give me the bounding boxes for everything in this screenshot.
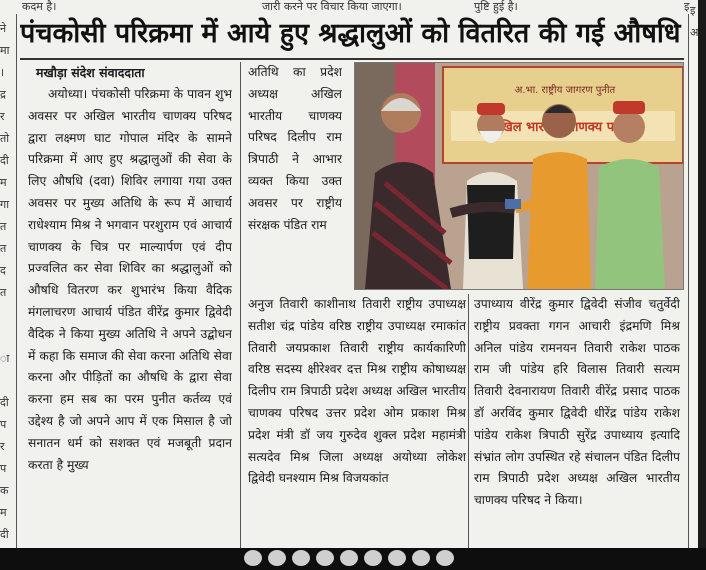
separator-dot	[268, 550, 286, 566]
left-strip-char: ा	[0, 352, 10, 365]
left-strip-char: दी	[0, 396, 9, 409]
separator-dot	[340, 550, 358, 566]
left-strip-char: त	[0, 220, 7, 233]
left-strip-char: दी	[0, 528, 9, 538]
left-strip-char	[0, 370, 14, 392]
column-rule-2	[468, 294, 469, 548]
left-strip-char: द्र	[0, 88, 6, 101]
left-strip-char: दी	[0, 154, 9, 167]
left-strip-char: ।	[0, 66, 5, 79]
photo-illustration	[355, 63, 683, 289]
left-strip-char: र	[0, 110, 5, 123]
separator-dot	[244, 550, 262, 566]
left-strip-char: म	[0, 176, 7, 189]
left-strip-char: ने	[0, 22, 7, 35]
column-rule-right	[688, 14, 689, 548]
left-strip-char: क	[0, 484, 9, 497]
left-strip-char: त	[0, 286, 7, 299]
right-strip-char: इ	[690, 4, 696, 17]
left-strip-char: त	[0, 242, 7, 255]
separator-dot	[412, 550, 430, 566]
article-column-1	[28, 62, 232, 548]
left-strip-char: र	[0, 440, 5, 453]
separator-dot	[436, 550, 454, 566]
separator-dot	[388, 550, 406, 566]
strip-text-right: पुष्टि हुई है।	[474, 0, 518, 13]
article-headline: पंचकोसी परिक्रमा में आये हुए श्रद्धालुओं को वितरित की गई औषधि	[20, 18, 681, 49]
left-strip-char	[0, 304, 14, 326]
strip-text-far-right: इ	[684, 0, 690, 13]
column-rule-left	[16, 14, 17, 548]
column-rule-1	[240, 62, 241, 548]
article-column-2: अतिथि का प्रदेश अध्यक्ष अखिल भारतीय चाणक्य परिषद दिलीप राम त्रिपाठी ने आभार व्यक्त किया उक्त अवसर पर राष्ट्रीय संरक्षक पंडित राम	[248, 65, 342, 232]
separator-dot	[364, 550, 382, 566]
article-text-1: अयोध्या। पंचकोसी परिक्रमा के पावन शुभ अवसर पर अखिल भारतीय चाणक्य परिषद द्वारा लक्ष्मण घाट गोपाल मंदिर के सामने परिक्रमा में आए हुए श्रद्धालुओं की सेवा के लिए औषधि (दवा) शिविर लगाया गया उक्त अवसर पर मुख्य अतिथि के रूप में आचार्य राधेश्याम मिश्र ने भगवान परशुराम एवं आचार्य चाणक्य के चित्र पर माल्यार्पण एवं दीप प्रज्वलित कर सेवा शिविर का श्रद्धालुओं को औषधि वितरण कर शुभारंभ किया वैदिक मंगलाचरण आचार्य पंडित वीरेंद्र कुमार द्विवेदी वैदिक ने किया मुख्य अतिथि ने अपने उद्बोधन में कहा कि समाज की सेवा करना अतिथि सेवा करना और पीड़ितों का औषधि के द्वारा सेवा करना हम सब का परम पुनीत कर्तव्य एवं उद्देश्य है जो अपने आप में एक मिसाल है जो सनातन धर्म को सशक्त एवं मजबूती प्रदान करता है मुख्य	[28, 87, 232, 472]
left-strip-char: प	[0, 462, 7, 475]
separator-dot	[292, 550, 310, 566]
left-strip-char: द	[0, 264, 6, 277]
banner-line-1: अ.भा. राष्ट्रीय जागरण पुनीत	[514, 85, 616, 96]
article-column-3: अनुज तिवारी काशीनाथ तिवारी राष्ट्रीय उपाध्यक्ष सतीश चंद्र पांडेय वरिष्ठ राष्ट्रीय उपाध्यक्ष रमाकांत तिवारी जयप्रकाश तिवारी राष्ट्रीय कार्यकारिणी वरिष्ठ सदस्य क्षीरेश्वर दत्त मिश्र राष्ट्रीय कोषाध्यक्ष दिलीप राम त्रिपाठी प्रदेश अध्यक्ष अखिल भारतीय चाणक्य परिषद उत्तर प्रदेश ओम प्रकाश मिश्र प्रदेश मंत्री डॉ जय गुरुदेव शुक्ल प्रदेश महामंत्री सत्यदेव मिश्र जिला अध्यक्ष अयोध्या लोकेश द्विवेदी घनश्याम मिश्र विजयकांत	[248, 297, 466, 486]
separator-dot	[316, 550, 334, 566]
banner-line-2: अखिल चाणक्य	[488, 120, 603, 135]
adjacent-column-left	[0, 18, 14, 538]
left-strip-char: म	[0, 506, 7, 519]
strip-text-left: कदम है।	[22, 0, 57, 13]
separator-dots	[244, 549, 454, 567]
right-strip-char: अ	[690, 26, 699, 39]
article-photo	[354, 62, 684, 290]
page-edge	[698, 0, 706, 570]
left-strip-char: गा	[0, 198, 10, 211]
left-strip-char	[0, 326, 14, 348]
left-strip-char: तो	[0, 132, 10, 145]
article-column-4: उपाध्याय वीरेंद्र कुमार द्विवेदी संजीव चतुर्वेदी राष्ट्रीय प्रवक्ता गगन आचारी इंद्रमणि मिश्र अनिल पांडेय रामनयन तिवारी राकेश पाठक राम जी पांडेय हरि विलास तिवारी सत्यम तिवारी देवनारायण तिवारी वीरेंद्र प्रसाद पाठक डॉ अरविंद कुमार द्विवेदी धीरेंद्र पांडेय राकेश पांडेय राकेश त्रिपाठी सुरेंद्र उपाध्याय इत्यादि संभ्रांत लोग उपस्थित रहे संचालन पंडित दिलीप राम त्रिपाठी प्रदेश अध्यक्ष अखिल भारतीय चाणक्य परिषद ने किया।	[474, 297, 680, 508]
headline-rule	[20, 58, 684, 60]
left-strip-char: मा	[0, 44, 10, 57]
article-byline: मखौड़ा संदेश संवाददाता	[36, 65, 145, 80]
left-strip-char: प	[0, 418, 7, 431]
strip-text-middle: जारी करने पर विचार किया जाएगा।	[262, 0, 402, 13]
